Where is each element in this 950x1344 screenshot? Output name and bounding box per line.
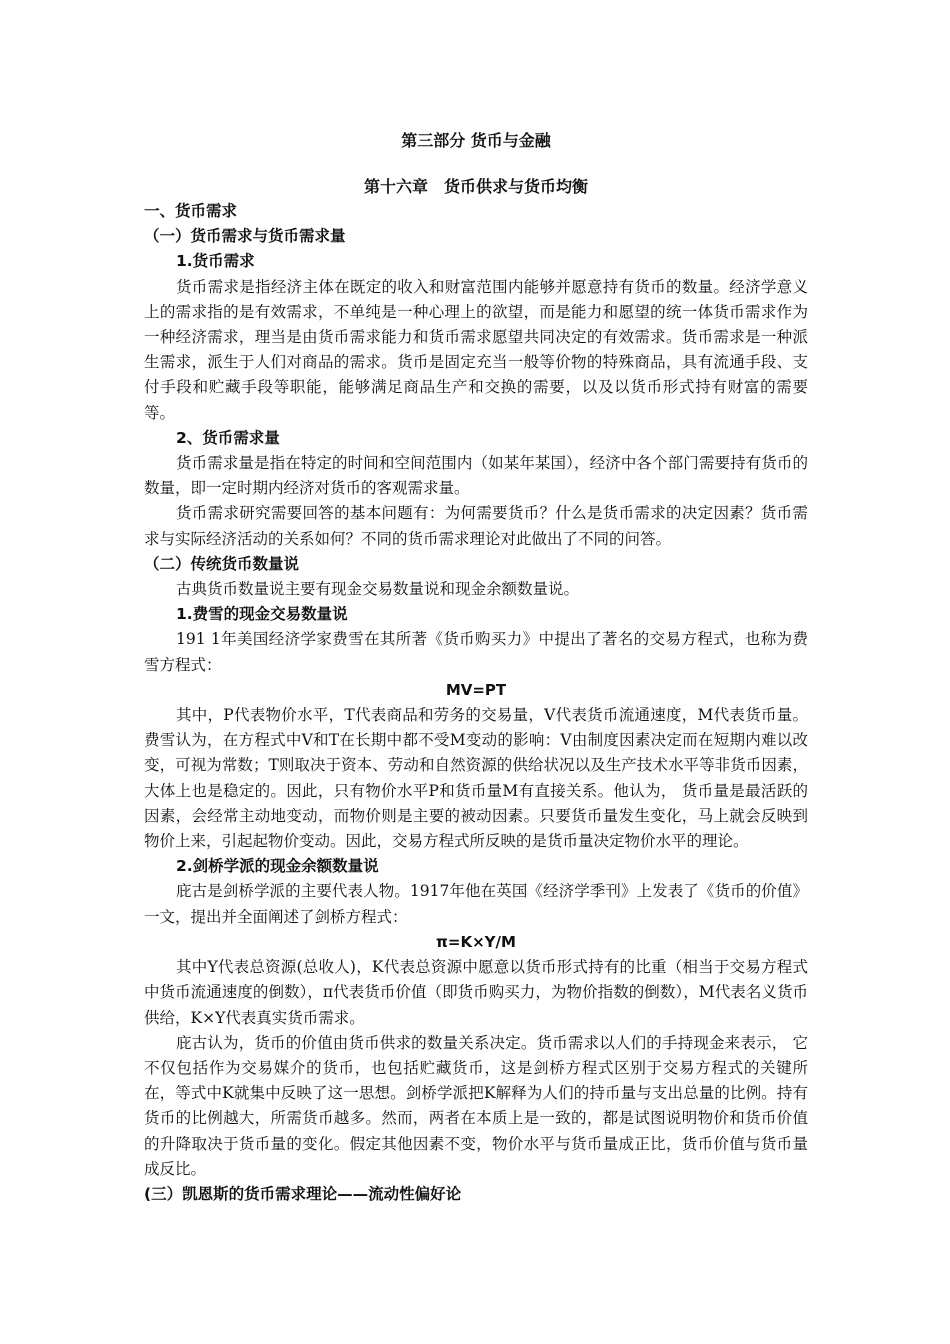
- paragraph: 其中，P代表物价水平，T代表商品和劳务的交易量，V代表货币流通速度，M代表货币量。费雪认为，在方程式中V和T在长期中都不受M变动的影响：V由制度因素决定而在短期内难以改变，可视为常数；T则取决于资本、劳动和自然资源的供给状况以及生产技术水平等非货币因素，大体上也是稳定的。因此，只有物价水平P和货币量M有直接关系。他认为， 货币量是最活跃的因素，会经常主动地变动，而物价则是主要的被动因素。只要货币量发生变化，马上就会反映到物价上来，引起起物价变动。因此，交易方程式所反映的是货币量决定物价水平的理论。: [144, 706, 808, 851]
- formula-cambridge: π=K×Y/M: [436, 932, 516, 951]
- item-heading: 1.费雪的现金交易数量说: [176, 605, 348, 624]
- paragraph: 庇古是剑桥学派的主要代表人物。1917年他在英国《经济学季刊》上发表了《货币的价值》一文，提出并全面阐述了剑桥方程式：: [144, 882, 808, 926]
- document-body: [144, 127, 808, 1207]
- paragraph: 货币需求是指经济主体在既定的收入和财富范围内能够并愿意持有货币的数量。经济学意义上的需求指的是有效需求，不单纯是一种心理上的欲望，而是能力和愿望的统一体货币需求作为一种经济需求，理当是由货币需求能力和货币需求愿望共同决定的有效需求。货币需求是一种派生需求，派生于人们对商品的需求。货币是固定充当一般等价物的特殊商品，具有流通手段、支付手段和贮藏手段等职能，能够满足商品生产和交换的需要，以及以货币形式持有财富的需要等。: [144, 277, 808, 422]
- formula-fisher: MV=PT: [445, 680, 507, 699]
- item-heading: 2.剑桥学派的现金余额数量说: [176, 857, 379, 876]
- subsection-heading: (三）凯恩斯的货币需求理论——流动性偏好论: [144, 1184, 462, 1203]
- subsection-heading: （一）货币需求与货币需求量: [144, 227, 346, 246]
- paragraph: 其中Y代表总资源(总收人)，K代表总资源中愿意以货币形式持有的比重（相当于交易方程式中货币流通速度的倒数），π代表货币价值（即货币购买力，为物价指数的倒数），M代表名义货币供给，K×Y代表真实货币需求。: [144, 958, 808, 1027]
- item-heading: 1.货币需求: [176, 252, 255, 271]
- paragraph: 191 1年美国经济学家费雪在其所著《货币购买力》中提出了著名的交易方程式，也称为费雪方程式：: [144, 630, 808, 674]
- chapter-title: 第十六章 货币供求与货币均衡: [363, 177, 588, 196]
- paragraph: 庇古认为，货币的价值由货币供求的数量关系决定。货币需求以人们的手持现金来表示， 它不仅包括作为交易媒介的货币，也包括贮藏货币，这是剑桥方程式区别于交易方程式的关键所在，等式中K就集中反映了这一思想。剑桥学派把K解释为人们的持币量与支出总量的比例。持有货币的比例越大，所需货币越多。然而，两者在本质上是一致的，都是试图说明物价和货币价值的升降取决于货币量的变化。假定其他因素不变，物价水平与货币量成正比，货币价值与货币量成反比。: [144, 1033, 808, 1178]
- item-heading: 2、货币需求量: [176, 428, 280, 447]
- paragraph: 货币需求量是指在特定的时间和空间范围内（如某年某国），经济中各个部门需要持有货币的数量，即一定时期内经济对货币的客观需求量。: [144, 454, 808, 498]
- subsection-heading: （二）传统货币数量说: [144, 554, 300, 573]
- paragraph: 货币需求研究需要回答的基本问题有：为何需要货币？什么是货币需求的决定因素？货币需求与实际经济活动的关系如何？不同的货币需求理论对此做出了不同的问答。: [144, 504, 808, 548]
- part-title: 第三部分 货币与金融: [401, 131, 551, 150]
- paragraph: 古典货币数量说主要有现金交易数量说和现金余额数量说。: [176, 580, 580, 599]
- section-heading: 一、货币需求: [144, 202, 238, 220]
